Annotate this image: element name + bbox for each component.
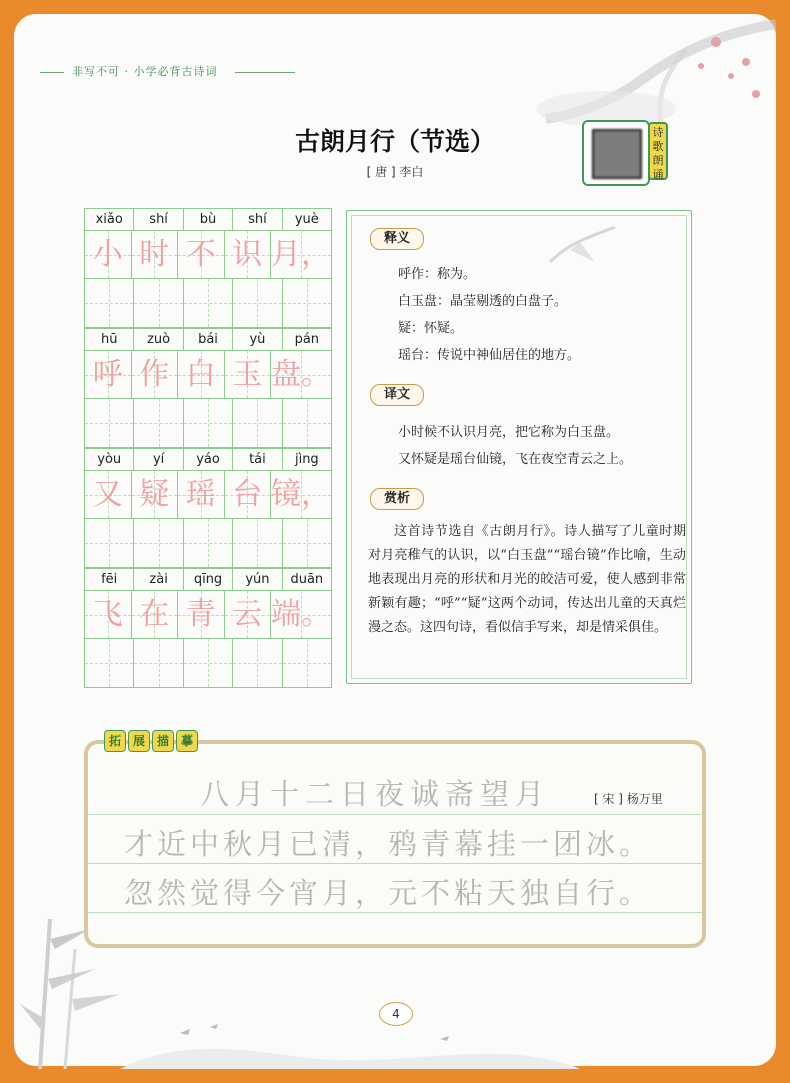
- practice-row: [84, 639, 332, 688]
- recitation-label: 诗歌朗诵: [648, 122, 668, 180]
- shiyi-label: 释义: [370, 228, 424, 250]
- trace-cell[interactable]: 呼: [85, 351, 132, 398]
- trace-cell[interactable]: 云: [225, 591, 272, 638]
- practice-cell[interactable]: [184, 279, 233, 327]
- extension-tag: [104, 730, 198, 752]
- pinyin-row: [84, 568, 332, 590]
- yiwen-label: 译文: [370, 384, 424, 406]
- header-rule-right: [235, 72, 295, 73]
- grid-block-2: [84, 328, 332, 448]
- trace-cell[interactable]: 作: [132, 351, 179, 398]
- practice-cell[interactable]: [184, 639, 233, 687]
- practice-cell[interactable]: [233, 279, 282, 327]
- shiyi-item: 疑：怀疑。: [398, 321, 464, 336]
- pinyin-cell: zài: [134, 569, 183, 590]
- pinyin-cell: pán: [294, 332, 320, 347]
- practice-cell[interactable]: [134, 279, 183, 327]
- trace-cell[interactable]: 在: [132, 591, 179, 638]
- tracing-rule: [88, 814, 702, 815]
- page-number: 4: [379, 1002, 413, 1026]
- extension-poem-title: 八月十二日夜诚斋望月: [200, 777, 551, 811]
- trace-cell[interactable]: 小: [85, 231, 132, 278]
- pinyin-cell: yuè: [294, 212, 319, 227]
- trace-cell[interactable]: 盘。: [271, 351, 331, 398]
- trace-cell[interactable]: 白: [178, 351, 225, 398]
- tracing-rule: [88, 912, 702, 913]
- pinyin-row: [84, 208, 332, 230]
- shiyi-item: 瑶台：传说中神仙居住的地方。: [398, 348, 581, 363]
- pinyin-cell: tái: [233, 449, 282, 470]
- extension-tag-char: 展: [128, 730, 150, 752]
- practice-row: [84, 519, 332, 568]
- practice-cell[interactable]: [184, 519, 233, 567]
- trace-cell[interactable]: 月，: [271, 231, 331, 278]
- pinyin-cell: yáo: [184, 449, 233, 470]
- pinyin-cell: bái: [184, 329, 233, 350]
- poem-title: 古朗月行（节选）: [294, 127, 495, 156]
- qr-image: [592, 129, 642, 179]
- trace-cell[interactable]: 识: [225, 231, 272, 278]
- yiwen-line: 小时候不认识月亮，把它称为白玉盘。: [398, 425, 620, 440]
- trace-row: [84, 590, 332, 639]
- pinyin-row: [84, 328, 332, 350]
- trace-row: [84, 350, 332, 399]
- practice-cell[interactable]: [85, 639, 134, 687]
- shiyi-item: 呼作：称为。: [398, 267, 477, 282]
- pinyin-cell: fēi: [85, 569, 134, 590]
- practice-row: [84, 399, 332, 448]
- practice-cell[interactable]: [134, 399, 183, 447]
- pinyin-cell: shí: [134, 209, 183, 230]
- trace-cell[interactable]: 飞: [85, 591, 132, 638]
- practice-cell[interactable]: [85, 279, 134, 327]
- practice-cell[interactable]: [134, 519, 183, 567]
- trace-cell[interactable]: 不: [178, 231, 225, 278]
- extension-poem-line[interactable]: 忽然觉得今宵月，元不粘天独自行。: [124, 876, 653, 910]
- pinyin-cell: duān: [290, 572, 324, 587]
- pinyin-cell: yòu: [85, 449, 134, 470]
- practice-cell[interactable]: [283, 639, 331, 687]
- extension-poem-line[interactable]: 才近中秋月已清，鸦青幕挂一团冰。: [124, 827, 653, 861]
- pinyin-cell: zuò: [134, 329, 183, 350]
- practice-cell[interactable]: [134, 639, 183, 687]
- trace-row: [84, 230, 332, 279]
- shiyi-item: 白玉盘：晶莹剔透的白盘子。: [398, 294, 568, 309]
- practice-cell[interactable]: [85, 519, 134, 567]
- trace-cell[interactable]: 青: [178, 591, 225, 638]
- bamboo-decoration: [20, 899, 130, 1069]
- tracing-rule: [88, 863, 702, 864]
- pinyin-row: [84, 448, 332, 470]
- pinyin-cell: shí: [233, 209, 282, 230]
- trace-cell[interactable]: 瑶: [178, 471, 225, 518]
- trace-cell[interactable]: 又: [85, 471, 132, 518]
- shangxi-paragraph: 这首诗节选自《古朗月行》。诗人描写了儿童时期对月亮稚气的认识，以“白玉盘”“瑶台镜”作比喻，生动地表现出月亮的形状和月光的皎洁可爱，使人感到非常新颖有趣；“呼”“疑”这两个动词，传达出儿童的天真烂漫之态。这四句诗，看似信手写来，却是情采俱佳。: [368, 524, 686, 635]
- pinyin-cell: yí: [134, 449, 183, 470]
- yiwen-line: 又怀疑是瑶台仙镜，飞在夜空青云之上。: [398, 452, 633, 467]
- trace-cell[interactable]: 端。: [271, 591, 331, 638]
- pinyin-cell: hū: [85, 329, 134, 350]
- pinyin-cell: jìng: [294, 452, 319, 467]
- practice-cell[interactable]: [283, 519, 331, 567]
- mountain-decoration: [120, 1009, 580, 1069]
- trace-cell[interactable]: 镜，: [271, 471, 331, 518]
- series-tag: 非写不可 · 小学必背古诗词: [72, 65, 218, 78]
- practice-cell[interactable]: [233, 519, 282, 567]
- practice-cell[interactable]: [233, 639, 282, 687]
- trace-cell[interactable]: 台: [225, 471, 272, 518]
- grid-block-1: [84, 208, 332, 328]
- extension-tag-char: 摹: [176, 730, 198, 752]
- practice-cell[interactable]: [184, 399, 233, 447]
- practice-cell[interactable]: [283, 399, 331, 447]
- grid-block-3: [84, 448, 332, 568]
- extension-tag-char: 描: [152, 730, 174, 752]
- trace-cell[interactable]: 疑: [132, 471, 179, 518]
- extension-tag-char: 拓: [104, 730, 126, 752]
- practice-cell[interactable]: [85, 399, 134, 447]
- extension-poem-author: [ 宋 ] 杨万里: [594, 792, 663, 806]
- grid-block-4: [84, 568, 332, 688]
- practice-cell[interactable]: [233, 399, 282, 447]
- trace-cell[interactable]: 时: [132, 231, 179, 278]
- practice-row: [84, 279, 332, 328]
- pinyin-cell: qīng: [184, 569, 233, 590]
- qr-code[interactable]: [582, 120, 650, 186]
- pinyin-cell: yún: [233, 569, 282, 590]
- practice-cell[interactable]: [283, 279, 331, 327]
- trace-cell[interactable]: 玉: [225, 351, 272, 398]
- trace-row: [84, 470, 332, 519]
- shangxi-label: 赏析: [370, 488, 424, 510]
- copybook-grid: [84, 208, 332, 688]
- header-rule-left: [40, 72, 64, 73]
- poem-author: [ 唐 ] 李白: [366, 165, 424, 179]
- pinyin-cell: yù: [233, 329, 282, 350]
- crane-decoration: [540, 222, 620, 272]
- pinyin-cell: xiǎo: [85, 209, 134, 230]
- pinyin-cell: bù: [184, 209, 233, 230]
